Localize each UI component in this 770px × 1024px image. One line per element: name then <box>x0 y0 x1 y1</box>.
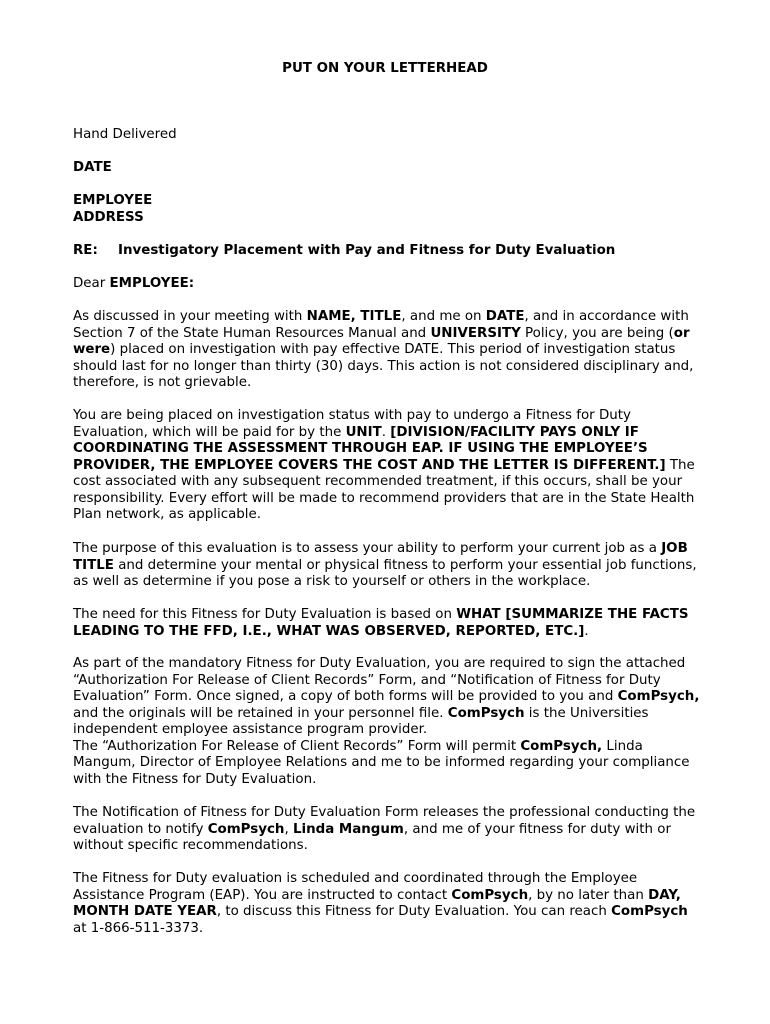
paragraph-investigation-status: You are being placed on investigation status with pay to undergo a Fitness for Duty Evaluation, which will be paid for by the UNIT. [DIVISION/FACILITY PAYS ONLY IF COORDINATING THE ASSESSMENT THROUGH EAP. IF USING THE EMPLOYEE’S PROVIDER, THE EMPLOYEE COVERS THE COST AND THE LETTER IS DIFFERENT.] The cost associated with any subsequent recommended treatment, if this occurs, shall be your responsibility. Every effort will be made to recommend providers that are in the State Health Plan network, as applicable. <box>73 408 695 522</box>
letterhead-placeholder: PUT ON YOUR LETTERHEAD <box>282 61 488 76</box>
paragraph-scheduling: The Fitness for Duty evaluation is scheduled and coordinated through the Employee Assistance Program (EAP). You are instructed to contact ComPsych, by no later than DAY, MONTH DATE YEAR, to discuss this Fitness for Duty Evaluation. You can reach ComPsych at 1-866-511-3373. <box>73 871 688 936</box>
subject-label: RE: <box>73 243 98 258</box>
delivery-method: Hand Delivered <box>73 127 177 142</box>
paragraph-notification: The Notification of Fitness for Duty Evaluation Form releases the professional conducting the evaluation to notify ComPsych, Linda Mangum, and me of your fitness for duty with or without specific recommendations. <box>73 805 696 853</box>
paragraph-meeting: As discussed in your meeting with NAME, TITLE, and me on DATE, and in accordance with Section 7 of the State Human Resources Manual and UNIVERSITY Policy, you are being (or were) placed on investigation with pay effective DATE. This period of investigation status should last for no longer than thirty (30) days. This action is not considered disciplinary and, therefore, is not grievable. <box>73 309 694 390</box>
salutation <box>73 276 703 293</box>
salutation-prefix: Dear <box>73 276 110 291</box>
recipient-block <box>73 193 703 226</box>
recipient-name: EMPLOYEE <box>73 193 153 208</box>
letter-date: DATE <box>73 160 112 175</box>
subject-line <box>73 243 703 260</box>
paragraph-purpose: The purpose of this evaluation is to assess your ability to perform your current job as a JOB TITLE and determine your mental or physical fitness to perform your essential job functions, as well as determine if you pose a risk to yourself or others in the workplace. <box>73 541 697 589</box>
salutation-name: EMPLOYEE: <box>109 276 195 291</box>
subject-text: Investigatory Placement with Pay and Fitness for Duty Evaluation <box>118 243 616 258</box>
paragraph-need: The need for this Fitness for Duty Evaluation is based on WHAT [SUMMARIZE THE FACTS LEADING TO THE FFD, I.E., WHAT WAS OBSERVED, REPORTED, ETC.]. <box>73 607 689 639</box>
paragraph-forms: As part of the mandatory Fitness for Duty Evaluation, you are required to sign the attached “Authorization For Release of Client Records” Form, and “Notification of Fitness for Duty Evaluation” Form. Once signed, a copy of both forms will be provided to you and ComPsych, and the originals will be retained in your personnel file. ComPsych is the Universities independent employee assistance program provider. The “Authorization For Release of Client Records” Form will permit ComPsych, Linda Mangum, Director of Employee Relations and me to be informed regarding your compliance with the Fitness for Duty Evaluation. <box>73 656 700 787</box>
recipient-address: ADDRESS <box>73 209 144 225</box>
